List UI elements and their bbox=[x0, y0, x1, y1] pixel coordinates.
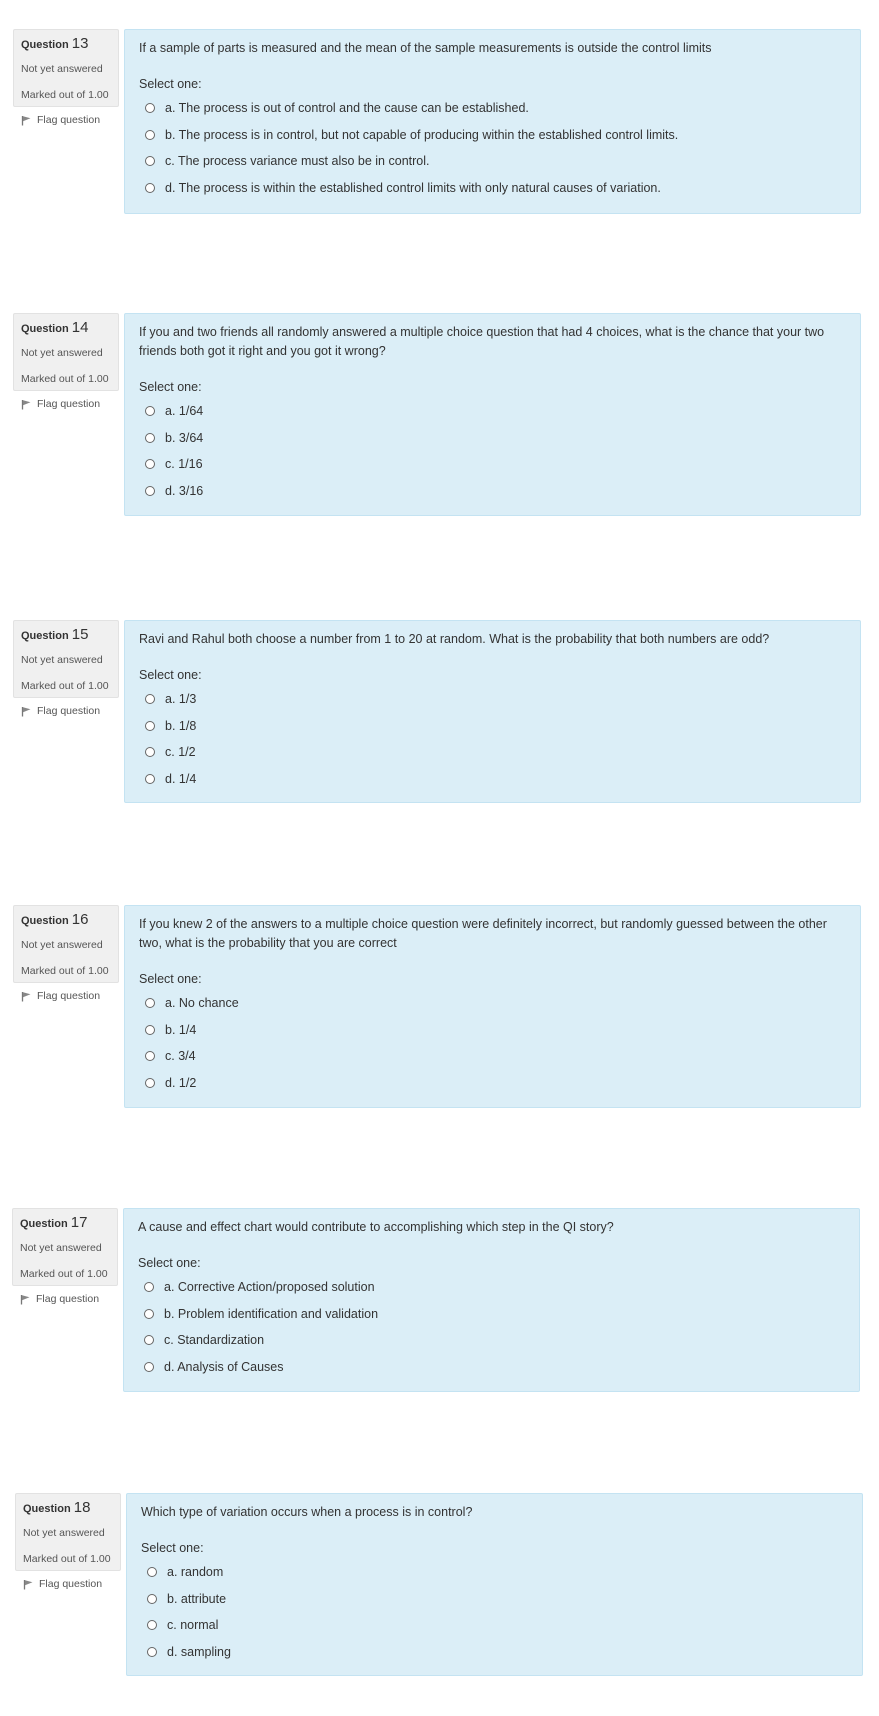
answer-option-label[interactable]: d. 3/16 bbox=[165, 483, 204, 498]
radio-button[interactable] bbox=[144, 1335, 154, 1345]
radio-button[interactable] bbox=[147, 1567, 157, 1577]
answer-option[interactable] bbox=[138, 1354, 845, 1381]
flag-question-link[interactable] bbox=[23, 1578, 120, 1591]
answer-option[interactable] bbox=[139, 478, 846, 505]
radio-button[interactable] bbox=[145, 1025, 155, 1035]
answer-option[interactable] bbox=[139, 95, 846, 122]
flag-question-label[interactable]: Flag question bbox=[37, 398, 101, 410]
radio-button[interactable] bbox=[147, 1647, 157, 1657]
flag-icon[interactable] bbox=[21, 706, 32, 717]
radio-button[interactable] bbox=[145, 433, 155, 443]
question-info-panel bbox=[13, 620, 119, 717]
answer-option-label[interactable]: c. Standardization bbox=[164, 1333, 265, 1348]
answer-option[interactable] bbox=[138, 1327, 845, 1354]
question-info-panel bbox=[13, 29, 119, 126]
question-number-value: 18 bbox=[73, 1499, 91, 1516]
radio-button[interactable] bbox=[145, 774, 155, 784]
answer-option[interactable] bbox=[139, 148, 846, 175]
flag-question-label[interactable]: Flag question bbox=[39, 1578, 103, 1590]
flag-icon[interactable] bbox=[20, 1294, 31, 1305]
answer-option-label[interactable]: a. Corrective Action/proposed solution bbox=[164, 1280, 375, 1295]
answer-options bbox=[141, 1559, 848, 1665]
radio-button[interactable] bbox=[145, 459, 155, 469]
question-text: If you knew 2 of the answers to a multiple choice question were definitely incorrect, but randomly guessed between the other two, what is the probability that you are correct bbox=[139, 917, 827, 950]
select-one-prompt: Select one: bbox=[139, 77, 202, 91]
answer-option-label[interactable]: a. random bbox=[167, 1565, 224, 1580]
radio-button[interactable] bbox=[144, 1309, 154, 1319]
flag-question-link[interactable] bbox=[20, 1293, 117, 1306]
answer-option-label[interactable]: b. The process is in control, but not capable of producing within the established control limits. bbox=[165, 127, 679, 142]
flag-icon[interactable] bbox=[23, 1579, 34, 1590]
answer-option[interactable] bbox=[139, 175, 846, 202]
flag-question-label[interactable]: Flag question bbox=[37, 705, 101, 717]
radio-button[interactable] bbox=[145, 406, 155, 416]
question-label: Question bbox=[21, 630, 69, 642]
question-label: Question bbox=[21, 915, 69, 927]
answer-option-label[interactable]: a. 1/64 bbox=[165, 404, 204, 419]
answer-options bbox=[139, 398, 846, 504]
question-number bbox=[23, 1501, 120, 1515]
answer-option-label[interactable]: d. sampling bbox=[167, 1644, 231, 1659]
question-label: Question bbox=[20, 1218, 68, 1230]
radio-button[interactable] bbox=[144, 1282, 154, 1292]
answer-option[interactable] bbox=[139, 1043, 846, 1070]
answer-option[interactable] bbox=[139, 1017, 846, 1044]
answer-option-label[interactable]: d. Analysis of Causes bbox=[164, 1359, 284, 1374]
answer-option[interactable] bbox=[139, 451, 846, 478]
question-info-panel bbox=[13, 905, 119, 1002]
question-text: Ravi and Rahul both choose a number from 1 to 20 at random. What is the probability that both numbers are odd? bbox=[139, 632, 770, 646]
radio-button[interactable] bbox=[147, 1620, 157, 1630]
answer-option-label[interactable]: d. 1/4 bbox=[165, 771, 197, 786]
question-label: Question bbox=[23, 1503, 71, 1515]
flag-icon[interactable] bbox=[21, 115, 32, 126]
flag-question-label[interactable]: Flag question bbox=[36, 1293, 100, 1305]
flag-question-link[interactable] bbox=[21, 705, 118, 718]
radio-button[interactable] bbox=[144, 1362, 154, 1372]
question-info-panel bbox=[12, 1208, 118, 1305]
question-text: A cause and effect chart would contribute to accomplishing which step in the QI story? bbox=[138, 1220, 614, 1234]
question-content bbox=[124, 905, 861, 1108]
question-content bbox=[123, 1208, 860, 1392]
answer-options bbox=[138, 1274, 845, 1380]
question-content bbox=[124, 29, 861, 214]
answer-option-label[interactable]: c. 1/16 bbox=[165, 457, 203, 472]
question-text: If a sample of parts is measured and the mean of the sample measurements is outside the control limits bbox=[139, 41, 712, 55]
answer-option-label[interactable]: c. normal bbox=[167, 1618, 219, 1633]
answer-option-label[interactable]: a. No chance bbox=[165, 996, 239, 1011]
question-content bbox=[124, 313, 861, 516]
flag-icon[interactable] bbox=[21, 399, 32, 410]
radio-button[interactable] bbox=[145, 156, 155, 166]
radio-button[interactable] bbox=[145, 694, 155, 704]
radio-button[interactable] bbox=[145, 998, 155, 1008]
question-state: Not yet answered bbox=[20, 1242, 102, 1254]
answer-option[interactable] bbox=[139, 425, 846, 452]
radio-button[interactable] bbox=[145, 747, 155, 757]
radio-button[interactable] bbox=[145, 721, 155, 731]
question-label: Question bbox=[21, 323, 69, 335]
answer-option[interactable] bbox=[138, 1274, 845, 1301]
radio-button[interactable] bbox=[145, 1078, 155, 1088]
select-one-prompt: Select one: bbox=[139, 668, 202, 682]
answer-option[interactable] bbox=[141, 1639, 848, 1666]
question-grade: Marked out of 1.00 bbox=[21, 89, 109, 101]
answer-option[interactable] bbox=[138, 1301, 845, 1328]
question-number bbox=[20, 1216, 117, 1230]
answer-option[interactable] bbox=[139, 990, 846, 1017]
answer-option[interactable] bbox=[139, 1070, 846, 1097]
question-number-value: 13 bbox=[71, 35, 89, 52]
question-number-value: 14 bbox=[71, 319, 89, 336]
question-number bbox=[21, 321, 118, 335]
answer-option-label[interactable]: c. The process variance must also be in control. bbox=[165, 154, 430, 169]
question-state: Not yet answered bbox=[21, 939, 103, 951]
radio-button[interactable] bbox=[147, 1594, 157, 1604]
answer-option-label[interactable]: b. 3/64 bbox=[165, 430, 204, 445]
answer-options bbox=[139, 95, 846, 201]
radio-button[interactable] bbox=[145, 130, 155, 140]
answer-option[interactable] bbox=[141, 1559, 848, 1586]
answer-option-label[interactable]: b. 1/8 bbox=[165, 718, 197, 733]
answer-options bbox=[139, 686, 846, 792]
radio-button[interactable] bbox=[145, 1051, 155, 1061]
question-content bbox=[126, 1493, 863, 1676]
answer-option-label[interactable]: b. Problem identification and validation bbox=[164, 1306, 379, 1321]
question-number-value: 17 bbox=[70, 1214, 88, 1231]
flag-question-label[interactable]: Flag question bbox=[37, 990, 101, 1002]
answer-option-label[interactable]: c. 3/4 bbox=[165, 1049, 196, 1064]
question-number-value: 16 bbox=[71, 911, 89, 928]
answer-option-label[interactable]: b. attribute bbox=[167, 1591, 227, 1606]
answer-option[interactable] bbox=[141, 1612, 848, 1639]
answer-option-label[interactable]: b. 1/4 bbox=[165, 1022, 197, 1037]
question-state: Not yet answered bbox=[21, 347, 103, 359]
flag-question-link[interactable] bbox=[21, 114, 118, 127]
answer-option[interactable] bbox=[139, 686, 846, 713]
flag-question-link[interactable] bbox=[21, 990, 118, 1003]
select-one-prompt: Select one: bbox=[138, 1256, 201, 1270]
question-text: Which type of variation occurs when a process is in control? bbox=[141, 1505, 473, 1519]
question-number bbox=[21, 913, 118, 927]
select-one-prompt: Select one: bbox=[141, 1541, 204, 1555]
question-info-panel bbox=[13, 313, 119, 410]
answer-option-label[interactable]: d. The process is within the established control limits with only natural causes of variation. bbox=[165, 180, 661, 195]
question-label: Question bbox=[21, 39, 69, 51]
flag-question-link[interactable] bbox=[21, 398, 118, 411]
question-grade: Marked out of 1.00 bbox=[21, 373, 109, 385]
answer-option-label[interactable]: a. 1/3 bbox=[165, 692, 197, 707]
question-state: Not yet answered bbox=[21, 63, 103, 75]
answer-option[interactable] bbox=[141, 1586, 848, 1613]
answer-option-label[interactable]: d. 1/2 bbox=[165, 1075, 197, 1090]
question-grade: Marked out of 1.00 bbox=[20, 1268, 108, 1280]
flag-question-label[interactable]: Flag question bbox=[37, 114, 101, 126]
flag-icon[interactable] bbox=[21, 991, 32, 1002]
answer-option[interactable] bbox=[139, 739, 846, 766]
radio-button[interactable] bbox=[145, 103, 155, 113]
question-state: Not yet answered bbox=[21, 654, 103, 666]
question-number bbox=[21, 628, 118, 642]
question-info-panel bbox=[15, 1493, 121, 1590]
question-content bbox=[124, 620, 861, 803]
question-text: If you and two friends all randomly answered a multiple choice question that had 4 choices, what is the chance that your two friends both got it right and you got it wrong? bbox=[139, 325, 825, 358]
answer-option[interactable] bbox=[139, 713, 846, 740]
answer-option[interactable] bbox=[139, 122, 846, 149]
answer-option-label[interactable]: c. 1/2 bbox=[165, 745, 196, 760]
answer-option[interactable] bbox=[139, 766, 846, 793]
question-grade: Marked out of 1.00 bbox=[23, 1553, 111, 1565]
radio-button[interactable] bbox=[145, 183, 155, 193]
question-grade: Marked out of 1.00 bbox=[21, 965, 109, 977]
answer-option[interactable] bbox=[139, 398, 846, 425]
answer-option-label[interactable]: a. The process is out of control and the cause can be established. bbox=[165, 101, 529, 116]
question-number-value: 15 bbox=[71, 626, 89, 643]
select-one-prompt: Select one: bbox=[139, 380, 202, 394]
question-grade: Marked out of 1.00 bbox=[21, 680, 109, 692]
select-one-prompt: Select one: bbox=[139, 972, 202, 986]
question-number bbox=[21, 37, 118, 51]
radio-button[interactable] bbox=[145, 486, 155, 496]
question-state: Not yet answered bbox=[23, 1527, 105, 1539]
answer-options bbox=[139, 990, 846, 1096]
